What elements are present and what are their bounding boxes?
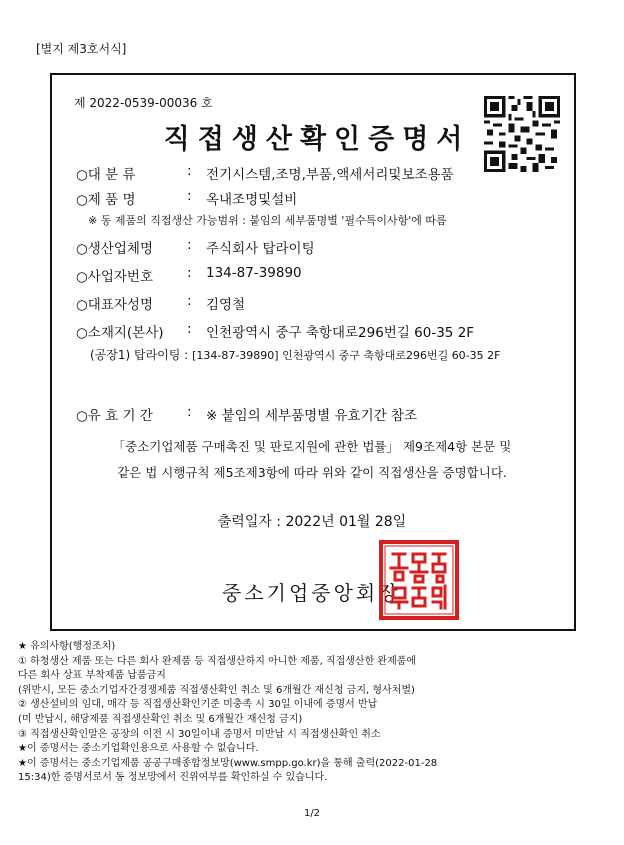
field-colon: : (187, 293, 192, 309)
field-value: 인천광역시 중구 축항대로296번길 60-35 2F (206, 325, 475, 341)
notice-line: (위반시, 모든 중소기업자간경쟁제품 직접생산확인 취소 및 6개월간 재신청 금지, 형사처벌) (18, 684, 415, 696)
field-value: 김영철 (206, 297, 246, 313)
statement-line: 「중소기업제품 구매촉진 및 판로지원에 관한 법률」 제9조제4항 본문 및 (112, 439, 512, 454)
page-number: 1/2 (303, 808, 321, 819)
field-value: 134-87-39890 (206, 265, 302, 281)
notice-line: ③ 직접생산확인말은 공장의 이전 시 30일이내 증명서 미반납 시 직접생산확인 취소 (18, 728, 381, 740)
official-seal-icon (379, 540, 459, 620)
field-colon: : (187, 321, 192, 337)
field-colon: : (187, 404, 192, 420)
field-colon: : (187, 163, 192, 179)
notice-line: ★이 증명서는 중소기업제품 공공구매종합정보망(www.smpp.go.kr)을 통해 출력(2022-01-28 (18, 757, 438, 769)
notice-section (18, 640, 437, 786)
field-value: 옥내조명및설비 (206, 192, 298, 208)
field-label: ○사업자번호 (76, 269, 153, 285)
notice-line: ① 하청생산 제품 또는 다른 회사 완제품 등 직접생산하지 아니한 제품, 직접생산한 완제품에 (18, 655, 417, 667)
certificate-number: 제 2022-0539-00036 호 (74, 96, 213, 110)
field-value: 전기시스템,조명,부품,액세서리및보조용품 (206, 167, 454, 183)
field-label: ○제 품 명 (76, 192, 136, 208)
field-label: ○생산업체명 (76, 241, 153, 257)
factory-value: [134-87-39890] 인천광역시 중구 축항대로296번길 60-35 2F (192, 349, 501, 362)
field-label: ○대 분 류 (76, 167, 136, 183)
notice-line: (미 반납시, 해당제품 직접생산확인 취소 및 6개월간 재신청 금지) (18, 713, 303, 725)
field-colon: : (187, 265, 192, 281)
issue-date: 출력일자 : 2022년 01월 28일 (217, 514, 407, 530)
notice-line: ★이 증명서는 중소기업확인용으로 사용할 수 없습니다. (18, 743, 259, 755)
field-label: ○대표자성명 (76, 297, 153, 313)
field-value: 주식회사 탑라이팅 (206, 241, 315, 257)
qr-code-icon (484, 96, 560, 172)
form-number-label: [별지 제3호서식] (36, 42, 127, 56)
notice-line: ② 생산설비의 임대, 매각 등 직접생산확인기준 미충족 시 30일 이내에 증명서 반납 (18, 699, 378, 711)
factory-line (90, 346, 500, 363)
field-colon: : (187, 188, 192, 204)
field-label: ○유 효 기 간 (76, 408, 153, 424)
field-value: ※ 붙임의 세부품명별 유효기간 참조 (206, 408, 418, 424)
issuer-name: 중소기업중앙회장 (222, 581, 401, 605)
field-colon: : (187, 237, 192, 253)
field-label: ○소재지(본사) (76, 325, 164, 341)
production-scope-note: ※ 동 제품의 직접생산 가능범위 : 붙임의 세부품명별 '필수특이사항'에 따름 (88, 214, 447, 227)
notice-line: 다른 회사 상표 부착제품 납품금지 (18, 670, 166, 682)
notice-line: ★ 유의사항(행정조치) (18, 641, 116, 652)
certificate-title: 직접생산확인증명서 (163, 124, 471, 155)
factory-label: (공장1) 탑라이팅 : (90, 348, 189, 362)
notice-line: 15:34)한 증명서로서 동 정보망에서 진위여부를 확인하실 수 있습니다. (18, 772, 328, 784)
statement-line: 같은 법 시행규칙 제5조제3항에 따라 위와 같이 직접생산을 증명합니다. (117, 465, 507, 480)
